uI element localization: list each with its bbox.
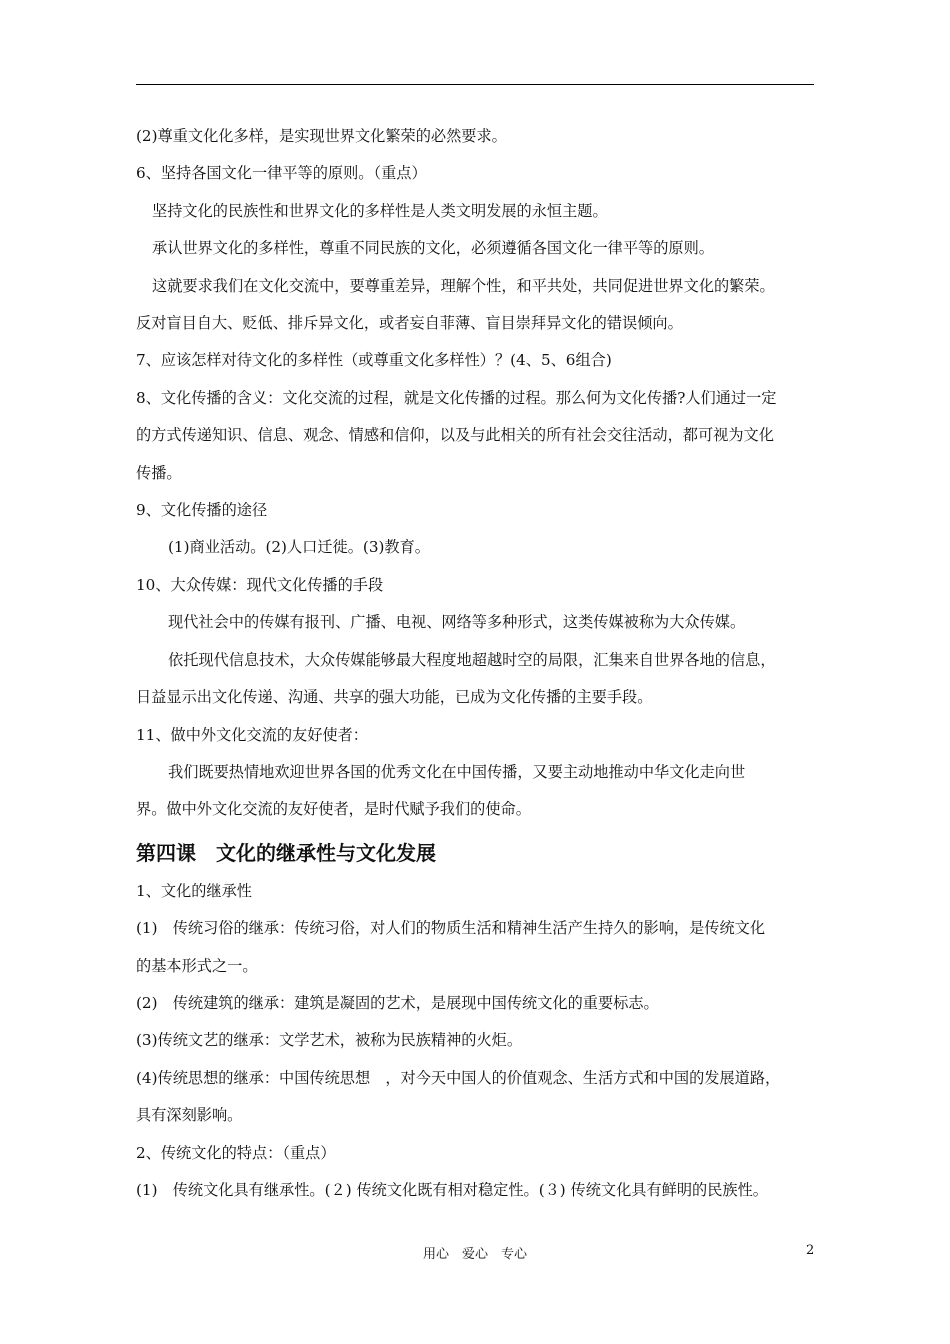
paragraph-line: 我们既要热情地欢迎世界各国的优秀文化在中国传播，又要主动地推动中华文化走向世 <box>168 762 746 781</box>
header-rule <box>136 84 814 85</box>
paragraph-line: 现代社会中的传媒有报刊、广播、电视、网络等多种形式，这类传媒被称为大众传媒。 <box>168 613 746 632</box>
paragraph-line: (2)尊重文化化多样，是实现世界文化繁荣的必然要求。 <box>136 127 507 145</box>
paragraph-line: 界。做中外文化交流的友好使者，是时代赋予我们的使命。 <box>136 800 531 819</box>
paragraph-line: 反对盲目自大、贬低、排斥异文化，或者妄自菲薄、盲目崇拜异文化的错误倾向。 <box>136 314 683 333</box>
paragraph-line: 承认世界文化的多样性，尊重不同民族的文化，必须遵循各国文化一律平等的原则。 <box>152 239 714 258</box>
paragraph-line: 2、传统文化的特点：（重点） <box>136 1143 336 1162</box>
section-6-heading: 6、坚持各国文化一律平等的原则。（重点） <box>136 164 427 183</box>
section-10-heading: 10、大众传媒：现代文化传播的手段 <box>136 575 384 594</box>
paragraph-line: 依托现代信息技术，大众传媒能够最大程度地超越时空的局限，汇集来自世界各地的信息， <box>168 650 776 669</box>
paragraph-line: 的基本形式之一。 <box>136 956 258 975</box>
paragraph-line: 1、文化的继承性 <box>136 881 252 900</box>
paragraph-line: 传播。 <box>136 463 182 482</box>
paragraph-line: (2) 传统建筑的继承：建筑是凝固的艺术，是展现中国传统文化的重要标志。 <box>136 993 659 1012</box>
paragraph-line: 的方式传递知识、信息、观念、情感和信仰，以及与此相关的所有社会交往活动，都可视为文化 <box>136 426 774 445</box>
section-7-heading: 7、应该怎样对待文化的多样性（或尊重文化多样性）？(4、5、6组合) <box>136 351 612 370</box>
section-8-heading: 8、文化传播的含义：文化交流的过程，就是文化传播的过程。那么何为文化传播?人们通过一定 <box>136 388 777 407</box>
paragraph-line: 坚持文化的民族性和世界文化的多样性是人类文明发展的永恒主题。 <box>152 201 608 220</box>
paragraph-line: (1)商业活动。(2)人口迁徙。(3)教育。 <box>168 538 430 557</box>
page-number: 2 <box>806 1243 815 1258</box>
paragraph-line: (3)传统文艺的继承：文学艺术，被称为民族精神的火炬。 <box>136 1031 523 1050</box>
page-footer: 用心 爱心 专心 <box>422 1247 527 1262</box>
paragraph-line: (4)传统思想的继承：中国传统思想 ，对今天中国人的价值观念、生活方式和中国的发展道路， <box>136 1068 781 1087</box>
paragraph-line: 日益显示出文化传递、沟通、共享的强大功能，已成为文化传播的主要手段。 <box>136 688 653 707</box>
section-11-heading: 11、做中外文化交流的友好使者： <box>136 725 368 744</box>
lesson-heading: 第四课 文化的继承性与文化发展 <box>136 840 436 865</box>
section-9-heading: 9、文化传播的途径 <box>136 501 268 520</box>
paragraph-line: (1) 传统文化具有继承性。(２) 传统文化既有相对稳定性。(３) 传统文化具有鲜明的民族性。 <box>136 1180 768 1199</box>
paragraph-line: 具有深刻影响。 <box>136 1106 243 1125</box>
paragraph-line: 这就要求我们在文化交流中，要尊重差异，理解个性，和平共处，共同促进世界文化的繁荣。 <box>152 276 775 295</box>
page-body <box>136 118 826 1209</box>
paragraph-line: (1) 传统习俗的继承：传统习俗，对人们的物质生活和精神生活产生持久的影响，是传统文化 <box>136 919 766 938</box>
